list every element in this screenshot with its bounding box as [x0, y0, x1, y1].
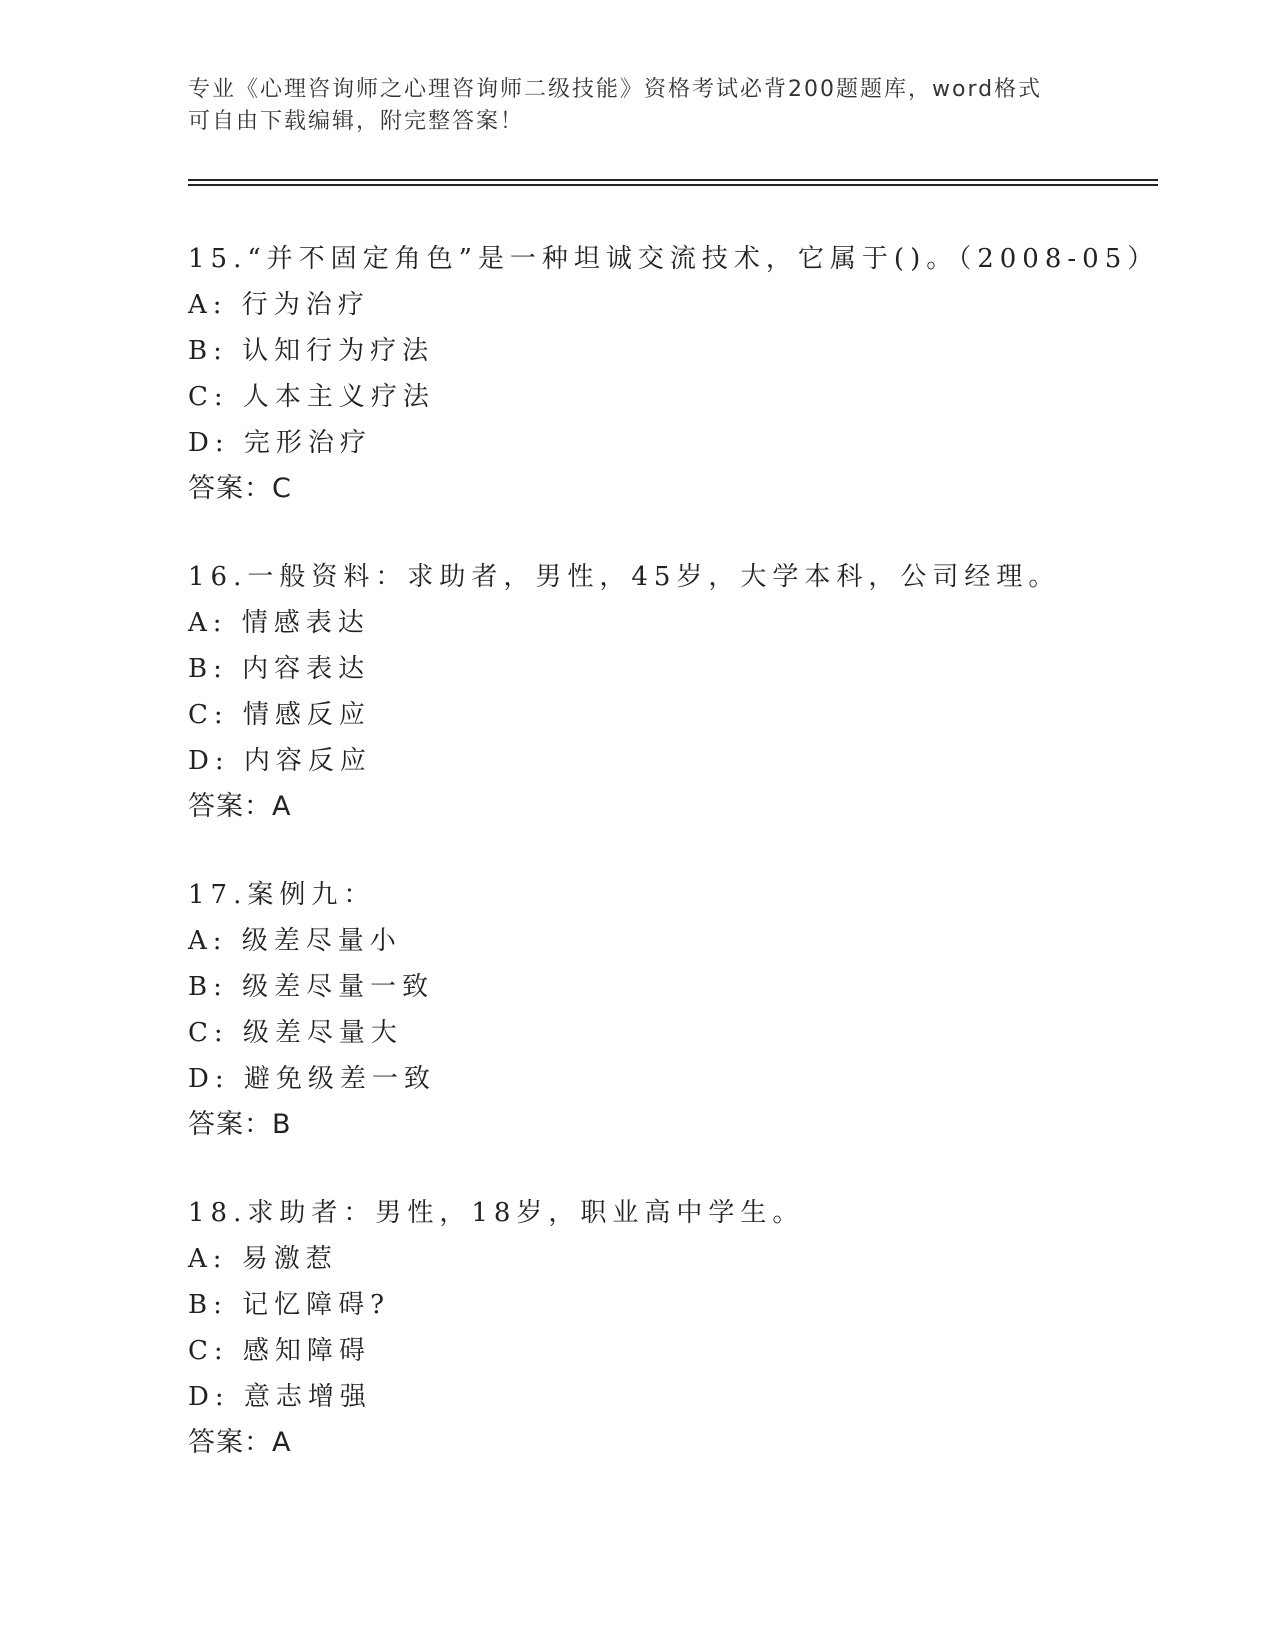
question-stem: 15.“并不固定角色”是一种坦诚交流技术，它属于()。（2008-05）: [188, 244, 1160, 274]
header-line-2: 可自由下载编辑，附完整答案！: [188, 109, 525, 134]
option-d: D: 意志增强: [188, 1382, 372, 1412]
question-stem: 16.一般资料：求助者，男性，45岁，大学本科，公司经理。: [188, 562, 1061, 592]
option-b: B: 认知行为疗法: [188, 336, 435, 366]
option-c: C: 级差尽量大: [188, 1018, 403, 1048]
option-b: B: 记忆障碍?: [188, 1290, 391, 1320]
answer-line: 答案：A: [188, 1427, 292, 1458]
question-stem: 17.案例九：: [188, 880, 376, 910]
option-b: B: 级差尽量一致: [188, 972, 435, 1002]
question-15: [188, 236, 1160, 512]
option-d: D: 完形治疗: [188, 428, 372, 458]
question-17: [188, 872, 1148, 1148]
option-a: A: 级差尽量小: [188, 926, 402, 956]
answer-line: 答案：B: [188, 1109, 292, 1140]
option-a: A: 易激惹: [188, 1244, 338, 1274]
header-divider-top: [188, 179, 1158, 181]
document-header: [188, 74, 1088, 138]
question-16: [188, 554, 1148, 830]
header-divider-bottom: [188, 184, 1158, 186]
option-c: C: 感知障碍: [188, 1336, 371, 1366]
option-c: C: 情感反应: [188, 700, 371, 730]
option-a: A: 情感表达: [188, 608, 370, 638]
option-b: B: 内容表达: [188, 654, 371, 684]
option-c: C: 人本主义疗法: [188, 382, 435, 412]
header-line-1: 专业《心理咨询师之心理咨询师二级技能》资格考试必背200题题库，word格式: [188, 77, 1043, 102]
question-18: [188, 1190, 1148, 1466]
option-a: A: 行为治疗: [188, 290, 370, 320]
answer-line: 答案：C: [188, 473, 292, 504]
question-list: [188, 236, 1160, 1508]
option-d: D: 内容反应: [188, 746, 372, 776]
option-d: D: 避免级差一致: [188, 1064, 436, 1094]
answer-line: 答案：A: [188, 791, 292, 822]
question-stem: 18.求助者：男性，18岁，职业高中学生。: [188, 1198, 805, 1228]
